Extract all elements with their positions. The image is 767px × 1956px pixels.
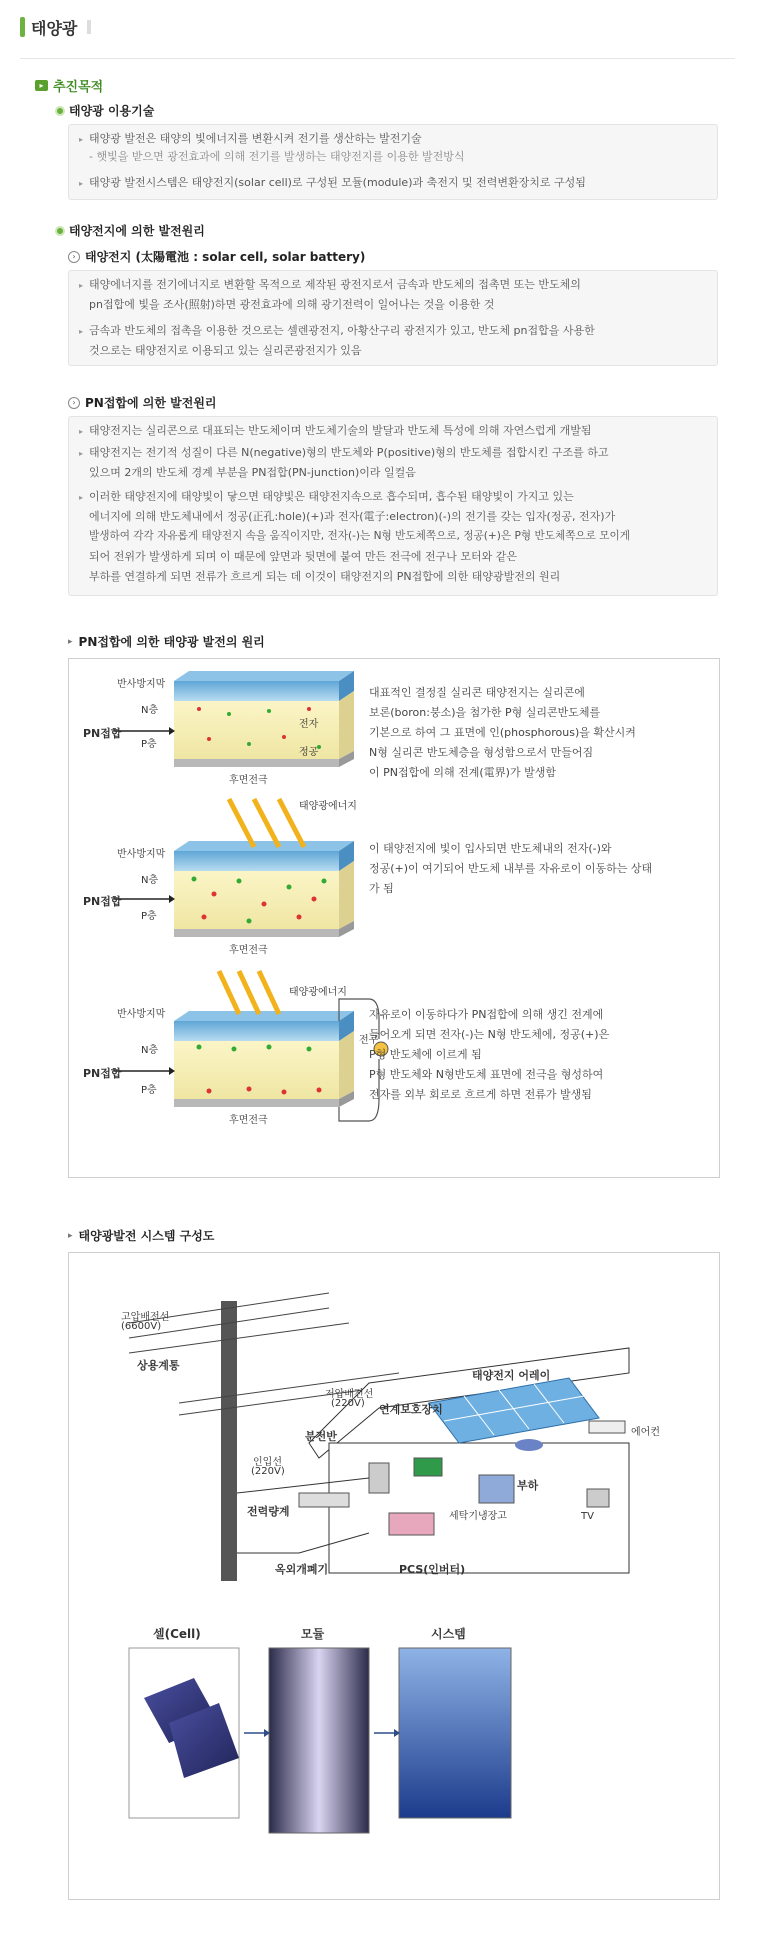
- label-washer: 세탁기냉장고: [449, 1511, 507, 1522]
- figure1-desc-3: 자유로이 이동하다가 PN접합에 의해 생긴 전계에 들어오게 되면 전자(-)는 N형 반도체에, 정공(+)은 P형 반도체에 이르게 됨 P형 반도체와 N형반도체 표면에 전극을 형성하여 전자를 외부 회로로 흐르게 하면 전류가 발생됨: [369, 1008, 610, 1101]
- figure2-box: [68, 1252, 720, 1900]
- figure2-title: 태양광발전 시스템 구성도: [78, 1229, 215, 1243]
- label-grid: 상용계통: [137, 1359, 180, 1372]
- label-aircon: 에어컨: [631, 1427, 660, 1438]
- label-p-layer: P층: [141, 1085, 157, 1096]
- list-item: 부하를 연결하게 되면 전류가 흐르게 되는 데 이것이 태양전지의 PN접합에 의한 태양광발전의 원리: [89, 570, 561, 583]
- page-title: 태양광: [31, 18, 78, 38]
- chevron-right-icon: ›: [68, 397, 80, 409]
- title-marker: [20, 17, 25, 37]
- list-item: 있으며 2개의 반도체 경계 부분을 PN접합(PN-junction)이라 일컬음: [89, 466, 416, 479]
- system-diagram-svg: [69, 1253, 719, 1899]
- label-pn: PN접합: [83, 1067, 122, 1080]
- label-hole: 정공: [299, 747, 319, 758]
- info-box-solar-cell: [68, 270, 718, 366]
- label-system: 시스템: [431, 1627, 466, 1641]
- label-load: 부하: [517, 1479, 539, 1492]
- figure1-desc-1: 대표적인 결정질 실리콘 태양전지는 실리콘에 보론(boron:붕소)을 첨가한 P형 실리콘반도체를 기본으로 하여 그 표면에 인(phosphorous)을 확산시켜 N형 실리콘 반도체층을 형성함으로서 만들어짐 이 PN접합에 의해 전계(電界)가 발생함: [369, 686, 636, 779]
- list-item: ▸ 태양전지는 전기적 성질이 다른 N(negative)형의 반도체와 P(positive)형의 반도체를 접합시킨 구조를 하고: [79, 446, 609, 459]
- label-hv-volt: (6600V): [121, 1321, 162, 1332]
- figure1-desc-2: 이 태양전지에 빛이 입사되면 반도체내의 전자(-)와 정공(+)이 여기되어 반도체 내부를 자유로이 이동하는 상태 가 됨: [369, 842, 653, 895]
- label-n-layer: N층: [141, 1045, 159, 1056]
- info-box-pn: [68, 416, 718, 596]
- figure1-title: PN접합에 의한 태양광 발전의 원리: [78, 635, 265, 649]
- label-pn: PN접합: [83, 895, 122, 908]
- subheading-title: 태양전지에 의한 발전원리: [69, 224, 205, 238]
- label-n-layer: N층: [141, 705, 159, 716]
- label-inlet-volt: (220V): [251, 1466, 285, 1477]
- label-electron: 전자: [299, 719, 319, 730]
- label-tv: TV: [581, 1511, 594, 1522]
- section-icon: ▸: [35, 80, 48, 91]
- label-p-layer: P층: [141, 739, 157, 750]
- subheading-title: 태양광 이용기술: [69, 104, 155, 118]
- label-solar-energy: 태양광에너지: [289, 987, 347, 998]
- subheading-pn: [68, 394, 217, 411]
- label-n-layer: N층: [141, 875, 159, 886]
- page-title-bar: [20, 14, 91, 40]
- list-item: ▸ 태양광 발전시스템은 태양전지(solar cell)로 구성된 모듈(module)과 축전지 및 전력변환장치로 구성됨: [79, 176, 586, 189]
- bullet-dot-icon: [55, 226, 65, 236]
- label-pn: PN접합: [83, 727, 122, 740]
- list-item: - 햇빛을 받으면 광전효과에 의해 전기를 발생하는 태양전지를 이용한 발전방식: [89, 150, 465, 163]
- list-item: ▸ 금속과 반도체의 접촉을 이용한 것으로는 셀렌광전지, 아황산구리 광전지가 있고, 반도체 pn접합을 사용한: [79, 324, 595, 337]
- label-solar-energy: 태양광에너지: [299, 801, 357, 812]
- label-meter: 전력량계: [247, 1505, 290, 1518]
- list-item: ▸ 이러한 태양전지에 태양빛이 닿으면 태양빛은 태양전지속으로 흡수되며, 흡수된 태양빛이 가지고 있는: [79, 490, 574, 503]
- section-title: 추진목적: [53, 80, 104, 95]
- list-item: ▸ 태양광 발전은 태양의 빛에너지를 변환시켜 전기를 생산하는 발전기술: [79, 132, 422, 145]
- subheading-title: 태양전지 (太陽電池 : solar cell, solar battery): [85, 250, 366, 264]
- label-reflect: 반사방지막: [117, 1009, 166, 1020]
- subheading-tech: [55, 102, 154, 119]
- label-reflect: 반사방지막: [117, 679, 166, 690]
- label-lv-line: 저압배전선: [325, 1389, 374, 1400]
- figure2-heading: [68, 1227, 214, 1244]
- label-inlet: 인입선: [253, 1457, 282, 1468]
- subheading-principle: [55, 222, 205, 239]
- label-switch: 옥외개폐기: [275, 1563, 329, 1576]
- chevron-right-icon: ›: [68, 251, 80, 263]
- figure1-box: [68, 658, 720, 1178]
- subheading-title: PN접합에 의한 발전원리: [85, 396, 217, 410]
- label-p-layer: P층: [141, 911, 157, 922]
- label-lv-volt: (220V): [331, 1398, 365, 1409]
- label-array: 태양전지 어레이: [472, 1369, 551, 1382]
- list-item: 에너지에 의해 반도체내에서 정공(正孔:hole)(+)과 전자(電子:electron)(-)의 전기를 갖는 입자(정공, 전자)가: [89, 510, 616, 523]
- figure1-heading: [68, 633, 265, 650]
- label-back-electrode: 후면전극: [229, 1115, 268, 1126]
- label-panel: 분전반: [305, 1430, 337, 1443]
- list-item: pn접합에 빛을 조사(照射)하면 광전효과에 의해 광기전력이 일어나는 것을 이용한 것: [89, 298, 495, 311]
- list-item: 되어 전위가 발생하게 되며 이 때문에 앞면과 뒷면에 붙여 만든 전극에 전구나 모터와 같은: [89, 550, 517, 563]
- arrow-right-icon: ▸: [68, 636, 73, 647]
- label-bulb: 전구: [359, 1035, 379, 1046]
- label-back-electrode: 후면전극: [229, 945, 268, 956]
- info-box-tech: [68, 124, 718, 200]
- list-item: ▸ 태양전지는 실리콘으로 대표되는 반도체이며 반도체기술의 발달과 반도체 특성에 의해 자연스럽게 개발됨: [79, 424, 592, 437]
- label-cell: 셀(Cell): [153, 1627, 201, 1641]
- label-reflect: 반사방지막: [117, 849, 166, 860]
- section-heading: [35, 76, 103, 95]
- subheading-solar-cell: [68, 248, 365, 265]
- bullet-dot-icon: [55, 106, 65, 116]
- arrow-right-icon: ▸: [68, 1230, 73, 1241]
- title-rule: [20, 58, 735, 59]
- label-protect: 연계보호장치: [379, 1403, 443, 1416]
- label-module: 모듈: [301, 1627, 325, 1641]
- list-item: ▸ 태양에너지를 전기에너지로 변환할 목적으로 제작된 광전지로서 금속과 반도체의 접촉면 또는 반도체의: [79, 278, 581, 291]
- label-back-electrode: 후면전극: [229, 775, 268, 786]
- label-pcs: PCS(인버터): [399, 1563, 466, 1576]
- list-item: 발생하여 각각 자유롭게 태양전지 속을 움직이지만, 전자(-)는 N형 반도체쪽으로, 정공(+)은 P형 반도체쪽으로 모이게: [89, 530, 630, 542]
- title-divider: [87, 20, 91, 34]
- list-item: 것으로는 태양전지로 이용되고 있는 실리콘광전지가 있음: [89, 344, 362, 357]
- label-hv-line: 고압배전선: [121, 1312, 170, 1323]
